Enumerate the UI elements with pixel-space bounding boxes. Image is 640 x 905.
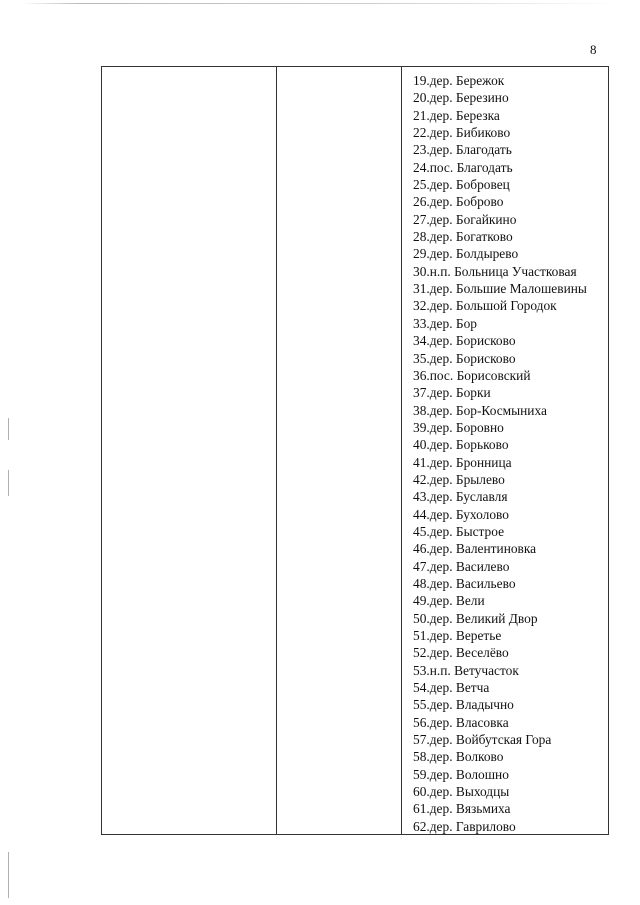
settlement-item: 40.дер. Борьково	[413, 437, 509, 453]
settlement-item: 61.дер. Вязьмиха	[413, 801, 511, 817]
settlement-item: 44.дер. Бухолово	[413, 506, 509, 522]
settlement-item: 24.пос. Благодать	[413, 159, 513, 175]
settlement-item: 53.н.п. Ветучасток	[413, 662, 519, 678]
settlement-item: 43.дер. Буславля	[413, 489, 508, 505]
settlement-item: 19.дер. Бережок	[413, 73, 505, 88]
settlement-item: 23.дер. Благодать	[413, 142, 512, 158]
settlements-table	[101, 66, 609, 835]
settlement-item: 47.дер. Василево	[413, 558, 510, 574]
scan-edge-left	[8, 852, 9, 898]
scan-edge-left	[8, 470, 9, 496]
settlement-item: 42.дер. Брылево	[413, 471, 505, 487]
page-number: 8	[590, 42, 597, 57]
column-divider	[276, 67, 277, 834]
settlement-item: 30.н.п. Больница Участковая	[413, 263, 577, 279]
settlement-item: 52.дер. Веселёво	[413, 645, 509, 661]
column-divider	[401, 67, 402, 834]
settlement-item: 36.пос. Борисовский	[413, 367, 531, 383]
settlement-item: 26.дер. Боброво	[413, 194, 504, 210]
settlement-item: 59.дер. Волошно	[413, 766, 509, 782]
settlement-item: 28.дер. Богатково	[413, 229, 513, 245]
settlement-list	[413, 72, 587, 835]
settlement-item: 33.дер. Бор	[413, 315, 477, 331]
settlement-item: 32.дер. Большой Городок	[413, 298, 557, 314]
settlement-item: 57.дер. Войбутская Гора	[413, 732, 552, 748]
settlement-item: 31.дер. Большие Малошевины	[413, 281, 587, 297]
settlement-item: 55.дер. Владычно	[413, 697, 514, 713]
settlement-item: 29.дер. Болдырево	[413, 246, 519, 262]
settlement-item: 37.дер. Борки	[413, 385, 491, 401]
settlement-item: 38.дер. Бор-Космыниха	[413, 402, 547, 418]
settlement-item: 49.дер. Вели	[413, 593, 485, 609]
settlement-item: 34.дер. Борисково	[413, 333, 516, 349]
settlement-item: 60.дер. Выходцы	[413, 784, 510, 800]
settlement-item: 22.дер. Бибиково	[413, 125, 511, 141]
settlement-item: 58.дер. Волково	[413, 749, 504, 765]
settlement-item: 50.дер. Великий Двор	[413, 610, 538, 626]
settlement-item: 27.дер. Богайкино	[413, 211, 517, 227]
settlement-item: 56.дер. Власовка	[413, 714, 509, 730]
settlement-item: 46.дер. Валентиновка	[413, 541, 537, 557]
settlement-item: 35.дер. Борисково	[413, 350, 516, 366]
settlement-item: 39.дер. Боровно	[413, 419, 504, 435]
scan-edge-left	[8, 418, 9, 440]
settlement-item: 48.дер. Васильево	[413, 575, 516, 591]
settlement-item: 21.дер. Березка	[413, 107, 500, 123]
settlement-item: 62.дер. Гаврилово	[413, 818, 516, 834]
settlement-item: 20.дер. Березино	[413, 90, 509, 106]
settlement-item: 41.дер. Бронница	[413, 454, 512, 470]
settlement-item: 54.дер. Ветча	[413, 680, 490, 696]
settlement-item: 51.дер. Веретье	[413, 628, 502, 643]
settlement-item: 45.дер. Быстрое	[413, 523, 505, 539]
settlement-item: 25.дер. Бобровец	[413, 177, 510, 193]
scan-edge-top	[20, 3, 620, 4]
